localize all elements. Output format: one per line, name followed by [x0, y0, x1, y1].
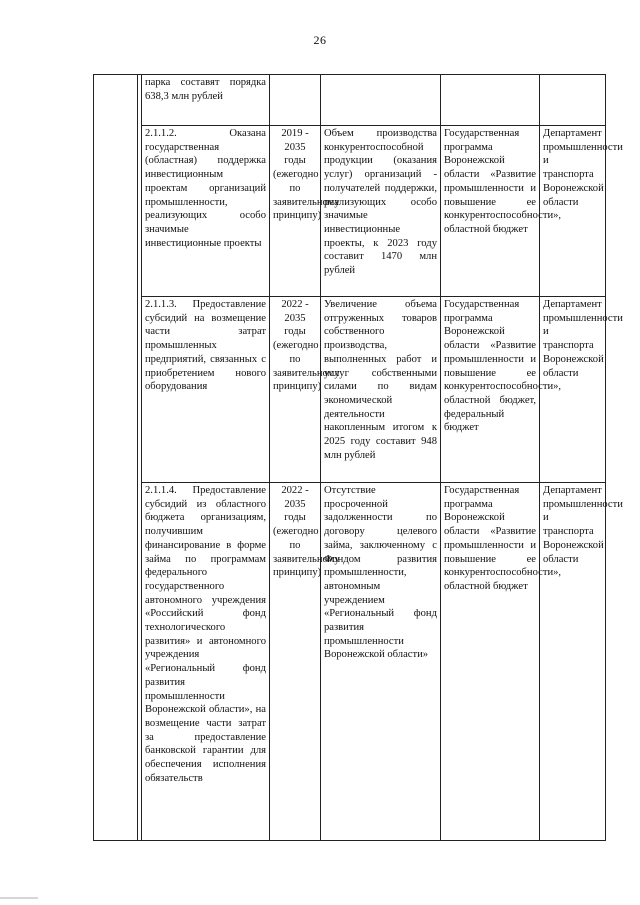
- indicator-cell: Отсутствие просроченной задолженности по договору целевого займа, заключенному с Фондом развития промышленности, автономным учреждением «Региональный фонд развития промышленности Воронежской области»: [321, 483, 441, 841]
- measure-cell: 2.1.1.4. Предоставление субсидий из областного бюджета организациям, получившим финансирование в форме займа по программам федерального государственного автономного учреждения «Российский фонд технологического развития» и автономного учреждения «Региональный фонд развития промышленности Воронежской области», на возмещение части затрат за предоставление банковской гарантии для обеспечения исполнения обязательств: [142, 483, 270, 841]
- indicator-cell: Объем производства конкурентоспособной продукции (оказания услуг) организаций - получателей поддержки, реализующих особо значимые инвестиционные проекты, к 2023 году составит 1470 млн рублей: [321, 126, 441, 297]
- indicator-cell: Увеличение объема отгруженных товаров собственного производства, выполненных работ и услуг собственными силами по видам экономической деятельности накопленным итогом к 2025 году составит 948 млн рублей: [321, 297, 441, 483]
- responsible-cell: Департамент промышленности и транспорта Воронежской области: [540, 483, 606, 841]
- measure-cell: 2.1.1.3. Предоставление субсидий на возмещение части затрат промышленных предприятий, связанных с приобретением нового оборудования: [142, 297, 270, 483]
- table-row: [94, 483, 606, 841]
- indicator-cell: [321, 75, 441, 126]
- responsible-cell: Департамент промышленности и транспорта Воронежской области: [540, 297, 606, 483]
- measures-table: [93, 74, 623, 841]
- program-cell: Государственная программа Воронежской области «Развитие промышленности и повышение ее конкурентоспособности», областной бюджет: [441, 483, 540, 841]
- responsible-cell: Департамент промышленности и транспорта Воронежской области: [540, 126, 606, 297]
- table-row: [94, 75, 606, 126]
- period-cell: 2022 - 2035 годы (ежегодно по заявительному принципу): [270, 297, 321, 483]
- period-cell: 2019 - 2035 годы (ежегодно по заявительному принципу): [270, 126, 321, 297]
- scan-edge-mark: [0, 897, 38, 899]
- table-row: [94, 297, 606, 483]
- table-row: [94, 126, 606, 297]
- responsible-cell: [540, 75, 606, 126]
- program-cell: Государственная программа Воронежской области «Развитие промышленности и повышение ее конкурентоспособности», областной бюджет: [441, 126, 540, 297]
- program-cell: Государственная программа Воронежской области «Развитие промышленности и повышение ее конкурентоспособности», областной бюджет, федеральный бюджет: [441, 297, 540, 483]
- period-cell: [270, 75, 321, 126]
- section-number-cell: [94, 75, 138, 841]
- page-number: 26: [313, 33, 327, 47]
- measure-cell: парка составят порядка 638,3 млн рублей: [142, 75, 270, 126]
- program-cell: [441, 75, 540, 126]
- period-cell: 2022 - 2035 годы (ежегодно по заявительному принципу): [270, 483, 321, 841]
- measure-cell: 2.1.1.2. Оказана государственная (областная) поддержка инвестиционным проектам организаций промышленности, реализующих особо значимые инвестиционные проекты: [142, 126, 270, 297]
